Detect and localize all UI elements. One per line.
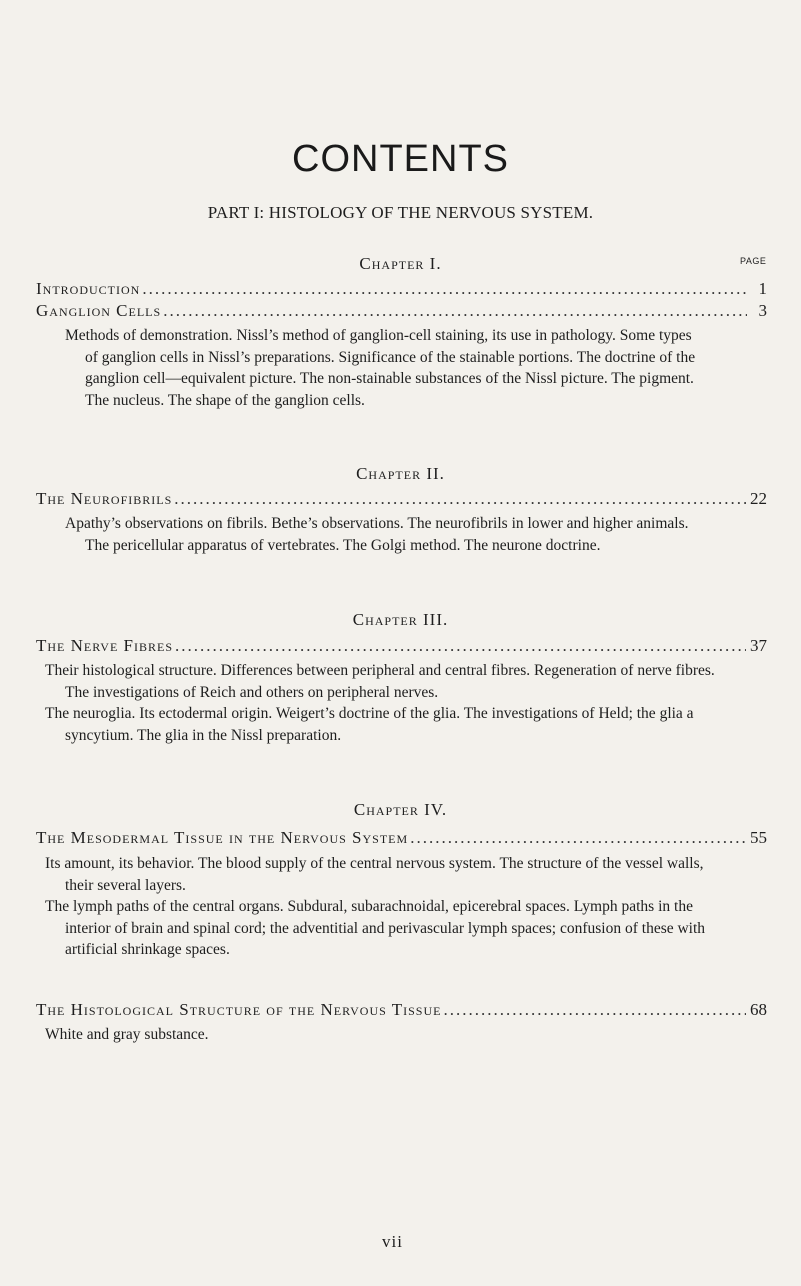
toc-entry-mesodermal-tissue[interactable] xyxy=(36,828,767,848)
entry-label: Ganglion Cells xyxy=(36,301,162,320)
entry-page: 1 xyxy=(758,279,767,298)
toc-entry-ganglion-cells[interactable] xyxy=(36,301,767,321)
leader-dots xyxy=(443,1000,746,1020)
leader-dots xyxy=(175,636,746,656)
entry-description xyxy=(65,325,705,411)
entry-description xyxy=(65,513,705,556)
description-paragraph: Apathy’s observations on fibrils. Bethe’s observations. The neurofibrils in lower and higher animals. The pericellular apparatus of vertebrates. The Golgi method. The neurone doctrine. xyxy=(65,515,689,554)
entry-description xyxy=(45,853,725,961)
toc-entry-histological-structure[interactable] xyxy=(36,1000,767,1020)
entry-description xyxy=(45,1024,685,1046)
entry-description xyxy=(45,660,725,746)
entry-page: 22 xyxy=(750,489,767,508)
description-paragraph: Methods of demonstration. Nissl’s method of ganglion-cell staining, its use in pathology. Some types of ganglion cells in Nissl’s preparations. Significance of the stainable portions. The doctrine of the ganglion cell—equivalent picture. The non-stainable substances of the Nissl picture. The pigment. The nucleus. The shape of the ganglion cells. xyxy=(65,327,696,409)
entry-page: 68 xyxy=(750,1000,767,1019)
description-paragraph: White and gray substance. xyxy=(45,1026,209,1043)
toc-entry-introduction[interactable] xyxy=(36,279,767,299)
chapter-heading-1: Chapter I. xyxy=(359,254,442,273)
description-paragraph: Its amount, its behavior. The blood supply of the central nervous system. The structure of the vessel walls, their several layers. xyxy=(45,855,704,894)
description-paragraph: The neuroglia. Its ectodermal origin. Weigert’s doctrine of the glia. The investigations of Held; the glia a syncytium. The glia in the Nissl preparation. xyxy=(45,705,694,744)
part-heading: PART I: HISTOLOGY OF THE NERVOUS SYSTEM. xyxy=(207,203,594,222)
chapter-heading-4: Chapter IV. xyxy=(353,800,448,819)
entry-page: 37 xyxy=(750,636,767,655)
toc-entry-neurofibrils[interactable] xyxy=(36,489,767,509)
leader-dots xyxy=(174,489,746,509)
entry-label: The Mesodermal Tissue in the Nervous System xyxy=(36,828,409,847)
entry-label: The Histological Structure of the Nervous Tissue xyxy=(36,1000,442,1019)
leader-dots xyxy=(163,301,747,321)
entry-label: The Nerve Fibres xyxy=(36,636,173,655)
toc-entry-nerve-fibres[interactable] xyxy=(36,636,767,656)
description-paragraph: The lymph paths of the central organs. Subdural, subarachnoidal, epicerebral spaces. Lymph paths in the interior of brain and spinal cord; the adventitial and perivascular lymph spaces; confusion of these with artificial shrinkage spaces. xyxy=(45,898,706,959)
entry-label: Introduction xyxy=(36,279,141,298)
chapter-heading-3: Chapter III. xyxy=(352,610,449,629)
chapter-heading-2: Chapter II. xyxy=(356,464,445,483)
entry-page: 55 xyxy=(750,828,767,847)
entry-page: 3 xyxy=(758,301,767,320)
page-folio: vii xyxy=(382,1232,403,1251)
page-column-header: PAGE xyxy=(740,256,767,266)
page-title: CONTENTS xyxy=(292,138,509,180)
leader-dots xyxy=(410,828,746,848)
leader-dots xyxy=(142,279,747,299)
entry-label: The Neurofibrils xyxy=(36,489,173,508)
description-paragraph: Their histological structure. Differences between peripheral and central fibres. Regeneration of nerve fibres. The investigations of Reich and others on peripheral nerves. xyxy=(45,662,715,701)
